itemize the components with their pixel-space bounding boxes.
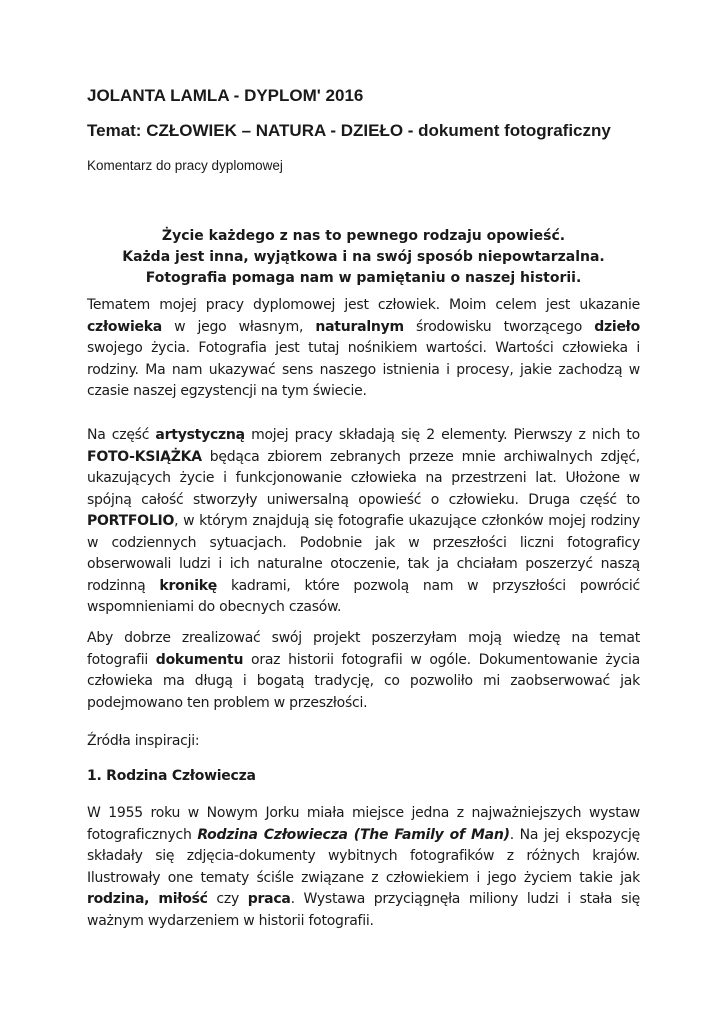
- document-title: JOLANTA LAMLA - DYPLOM' 2016: [87, 86, 364, 105]
- text-run: , w którym znajdują się fotografie ukazujące członków mojej rodziny w codziennych sytuacjach. Podobnie jak w przeszłości liczni fotograficy obserwowali ludzi i ich naturalne otoczenie, tak ja chciałam poszerzyć naszą rodzinną: [87, 513, 640, 594]
- bold-text: naturalnym: [315, 318, 404, 335]
- text-run: kadrami, które pozwolą nam w przyszłości powrócić wspomnieniami do obecnych czasów.: [87, 577, 640, 615]
- motto-line-3: Fotografia pomaga nam w pamiętaniu o naszej historii.: [145, 270, 582, 286]
- bold-text: dokumentu: [155, 651, 244, 668]
- paragraph-sources-label: Źródła inspiracji:: [87, 733, 200, 749]
- bold-text: praca: [247, 891, 291, 907]
- bold-text: dzieło: [594, 318, 640, 335]
- text-run: . Na jej ekspozycję składały się zdjęcia-dokumenty wybitnych fotografików z różnych krajów. Ilustrowały one tematy ściśle związane z człowiekiem i jego życiem takie jak: [87, 826, 640, 886]
- text-run: mojej pracy składają się 2 elementy. Pierwszy z nich to: [244, 427, 640, 443]
- paragraph-intro: [87, 295, 640, 403]
- bold-text: kronikę: [159, 577, 218, 594]
- motto-block: [87, 226, 640, 289]
- text-run: W 1955 roku w Nowym Jorku miała miejsce jedna z najważniejszych wystaw fotograficznych: [87, 805, 640, 843]
- text-run: Na część: [87, 427, 156, 443]
- section-heading: 1. Rodzina Człowiecza: [87, 768, 256, 784]
- document-subtitle: Komentarz do pracy dyplomowej: [87, 158, 283, 173]
- bold-text: rodzina, miłość: [87, 891, 208, 907]
- text-run: czy: [207, 891, 248, 907]
- bold-italic-text: Rodzina Człowiecza (The Family of Man): [197, 826, 510, 843]
- text-run: Aby dobrze zrealizować swój projekt poszerzyłam moją wiedzę na temat fotografii: [87, 630, 640, 668]
- text-run: Tematem mojej pracy dyplomowej jest człowiek. Moim celem jest ukazanie: [87, 297, 640, 313]
- document-topic: Temat: CZŁOWIEK – NATURA - DZIEŁO - dokument fotograficzny: [87, 121, 611, 140]
- paragraph-knowledge: [87, 628, 640, 714]
- bold-text: PORTFOLIO: [87, 513, 175, 529]
- bold-text: człowieka: [87, 318, 162, 335]
- text-run: będąca zbiorem zebranych przeze mnie archiwalnych zdjęć, ukazujących życie i funkcjonowanie człowieka na przestrzeni lat. Ułożone w spójną całość stworzyły uniwersalną opowieść o człowieku. Druga część to: [87, 448, 640, 508]
- bold-text: FOTO-KSIĄŻKA: [87, 448, 202, 465]
- text-run: oraz historii fotografii w ogóle. Dokumentowanie życia człowieka ma długą i bogatą tradycję, co pozwoliło mi zaobserwować jak podejmowano ten problem w przeszłości.: [87, 651, 640, 711]
- text-run: swojego życia. Fotografia jest tutaj nośnikiem wartości. Wartości człowieka i rodziny. Ma nam ukazywać sens naszego istnienia i procesy, jakie zachodzą w czasie naszej egzystencji na tym świecie.: [87, 340, 640, 399]
- paragraph-artistic-part: [87, 425, 640, 619]
- text-run: środowisku tworzącego: [403, 318, 595, 335]
- motto-line-1: Życie każdego z nas to pewnego rodzaju opowieść.: [161, 228, 566, 244]
- text-run: w jego własnym,: [162, 318, 316, 335]
- text-run: . Wystawa przyciągnęła miliony ludzi i stała się ważnym wydarzeniem w historii fotografii.: [87, 891, 641, 929]
- motto-line-2: Każda jest inna, wyjątkowa i na swój sposób niepowtarzalna.: [122, 249, 605, 265]
- paragraph-family-of-man: [87, 803, 640, 932]
- bold-text: artystyczną: [155, 427, 245, 443]
